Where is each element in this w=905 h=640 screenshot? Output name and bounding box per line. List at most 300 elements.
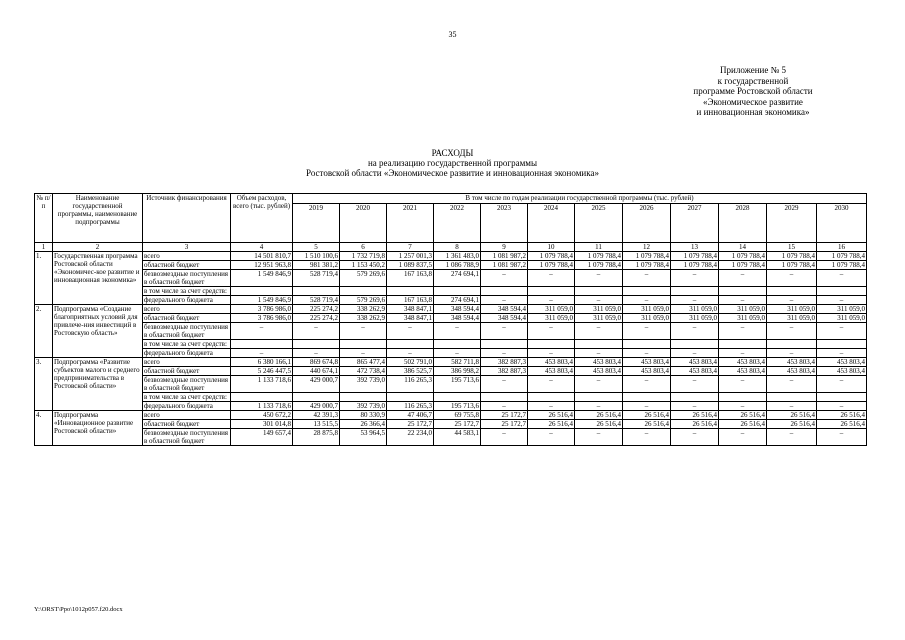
table-cell: 1 079 788,4 [719,261,767,270]
appendix-line: программе Ростовской области [693,86,813,96]
table-cell: 453 803,4 [767,367,817,376]
appendix-note [653,65,853,118]
column-number: 10 [528,243,575,252]
column-number: 12 [623,243,671,252]
table-cell: 382 887,3 [481,358,528,367]
table-cell: – [434,323,481,340]
program-number [35,367,53,376]
table-cell: 1 086 788,9 [434,261,481,270]
program-name-text: Подпрограмма «Инновационное развитие Ростовской области» [54,411,134,435]
title-line: РАСХОДЫ [431,148,474,158]
funding-source: всего [143,305,231,314]
funding-source: безвозмездные поступления в областной бюджет [143,323,231,340]
table-cell: 429 000,7 [293,402,340,411]
table-cell: 453 803,4 [623,367,671,376]
table-cell: 26 516,4 [817,411,867,420]
column-number: 2 [53,243,143,252]
program-name [53,393,143,402]
program-number [35,376,53,393]
table-cell: 26 516,4 [623,411,671,420]
table-cell: – [817,296,867,305]
header-name: Наименование государственной программы, наименование подпрограммы [53,194,143,243]
table-cell: – [623,323,671,340]
table-cell: 348 594,4 [481,314,528,323]
table-cell: 1 510 100,6 [293,252,340,261]
header-year: 2021 [387,204,434,243]
header-source: Источник финансирования [143,194,231,243]
table-cell: – [575,376,623,393]
header-total: Объем расходов, всего (тыс. рублей) [231,194,293,243]
table-cell: 981 381,2 [293,261,340,270]
table-cell: 453 803,4 [528,367,575,376]
table-row [35,305,867,314]
table-cell: 25 172,7 [387,420,434,429]
table-row [35,393,867,402]
table-cell: 47 406,7 [387,411,434,420]
table-row [35,376,867,393]
table-cell: 453 803,4 [575,358,623,367]
table-cell: – [767,429,817,446]
table-cell: 311 059,0 [575,314,623,323]
table-cell: – [528,296,575,305]
table-cell [434,287,481,296]
table-cell [719,340,767,349]
title-line: на реализацию государственной программы [367,158,538,168]
table-cell: 311 059,0 [575,305,623,314]
table-cell: 311 059,0 [767,314,817,323]
table-cell [340,287,387,296]
table-cell: 348 594,4 [434,305,481,314]
table-cell: – [528,349,575,358]
table-cell: – [623,296,671,305]
table-cell: 25 172,7 [434,420,481,429]
table-cell: 453 803,4 [817,367,867,376]
program-number: 2. [35,305,53,314]
table-cell: – [481,376,528,393]
table-cell: 26 516,4 [575,411,623,420]
header-number: № п/п [35,194,53,243]
table-cell: 53 964,5 [340,429,387,446]
table-cell: 225 274,2 [293,314,340,323]
appendix-line: и инновационная экономика» [696,107,810,117]
table-cell: 311 059,0 [528,314,575,323]
program-name-text: Подпрограмма «Развитие субъектов малого и среднего предпринимательства в Ростовской области» [54,358,140,390]
table-cell: – [528,402,575,411]
table-cell: 22 234,0 [387,429,434,446]
table-cell: – [719,429,767,446]
table-cell [481,393,528,402]
program-number [35,402,53,411]
funding-source: в том числе за счет средств: [143,393,231,402]
funding-source: всего [143,411,231,420]
table-cell [719,393,767,402]
funding-source: безвозмездные поступления в областной бюджет [143,376,231,393]
page-number: 35 [448,30,457,39]
table-row [35,420,867,429]
table-row [35,287,867,296]
table-cell: – [575,402,623,411]
program-name-text: Государственная программа Ростовской области «Экономичес-кое развитие и инновационная экономика» [54,252,140,284]
table-cell: 25 172,7 [481,420,528,429]
table-cell [817,340,867,349]
funding-source: областной бюджет [143,420,231,429]
table-cell: 348 847,1 [387,305,434,314]
table-cell: 26 516,4 [528,420,575,429]
table-row [35,323,867,340]
table-cell: – [817,376,867,393]
table-cell: 1 079 788,4 [671,252,719,261]
table-row [35,314,867,323]
table-row [35,402,867,411]
table-cell: – [293,323,340,340]
table-cell: – [767,270,817,287]
table-cell: 1 549 846,9 [231,270,293,287]
program-name [53,287,143,296]
table-cell: 26 516,4 [719,411,767,420]
table-row [35,261,867,270]
header-year: 2028 [719,204,767,243]
table-cell: 167 163,8 [387,296,434,305]
table-cell [623,340,671,349]
table-row [35,349,867,358]
table-cell: 311 059,0 [623,314,671,323]
table-cell [623,393,671,402]
program-number: 1. [35,252,53,261]
table-cell: 149 657,4 [231,429,293,446]
table-cell: 311 059,0 [817,305,867,314]
table-cell: 311 059,0 [719,305,767,314]
program-number [35,314,53,323]
table-cell [719,287,767,296]
table-cell [434,340,481,349]
table-cell [481,340,528,349]
program-number [35,296,53,305]
table-cell: 167 163,8 [387,270,434,287]
column-number-row [35,243,867,252]
table-cell: 1 089 837,5 [387,261,434,270]
appendix-line: «Экономическое развитие [703,96,803,107]
table-cell: 116 265,3 [387,376,434,393]
table-cell: – [623,402,671,411]
table-cell: – [671,323,719,340]
table-cell: 429 000,7 [293,376,340,393]
table-cell: 1 079 788,4 [817,252,867,261]
table-cell: 311 059,0 [719,314,767,323]
table-cell: – [575,296,623,305]
table-cell: – [817,323,867,340]
table-cell: 865 477,4 [340,358,387,367]
table-cell [817,287,867,296]
column-number: 4 [231,243,293,252]
table-cell: 311 059,0 [623,305,671,314]
table-cell: 582 711,8 [434,358,481,367]
table-cell: 5 246 447,5 [231,367,293,376]
table-cell [623,287,671,296]
table-cell: – [481,349,528,358]
header-year: 2027 [671,204,719,243]
program-number [35,393,53,402]
funding-source: областной бюджет [143,367,231,376]
table-row [35,270,867,287]
appendix-line: к государственной [717,75,789,86]
table-cell: 392 739,0 [340,376,387,393]
table-cell: 348 847,1 [387,314,434,323]
table-cell: 1 257 001,3 [387,252,434,261]
column-number: 7 [387,243,434,252]
table-cell [767,393,817,402]
table-cell: 1 361 483,0 [434,252,481,261]
table-cell [528,340,575,349]
table-row [35,411,867,420]
funding-source: федерального бюджета [143,402,231,411]
table-cell: 195 713,6 [434,402,481,411]
table-cell: – [719,376,767,393]
program-name [53,411,143,435]
table-cell: – [481,402,528,411]
table-cell: 116 265,3 [387,402,434,411]
table-cell: – [434,349,481,358]
table-cell: – [481,323,528,340]
table-cell: 579 269,6 [340,296,387,305]
table-cell [528,393,575,402]
table-cell: – [623,376,671,393]
table-cell: 528 719,4 [293,296,340,305]
program-name [53,349,143,358]
table-cell [231,287,293,296]
funding-source: безвозмездные поступления в областной бюджет [143,270,231,287]
table-cell [293,393,340,402]
table-cell: – [671,402,719,411]
table-cell: – [767,323,817,340]
table-cell [528,287,575,296]
table-cell: – [575,323,623,340]
table-cell: – [481,296,528,305]
table-cell: 1 079 788,4 [817,261,867,270]
program-number [35,270,53,287]
table-cell: – [671,429,719,446]
table-cell: – [767,349,817,358]
table-cell [387,340,434,349]
column-number: 6 [340,243,387,252]
table-cell: 69 755,8 [434,411,481,420]
table-cell: 26 516,4 [575,420,623,429]
header-year: 2023 [481,204,528,243]
table-cell: 1 081 987,2 [481,252,528,261]
table-cell: 472 738,4 [340,367,387,376]
table-cell [231,393,293,402]
column-number: 5 [293,243,340,252]
table-cell [767,340,817,349]
header-year: 2019 [293,204,340,243]
table-cell: 392 739,0 [340,402,387,411]
title-line: Ростовской области «Экономическое развитие и инновационная экономика» [306,168,599,178]
table-cell [340,340,387,349]
header-year: 2022 [434,204,481,243]
header-year: 2025 [575,204,623,243]
table-cell: – [528,429,575,446]
table-row [35,340,867,349]
table-cell: 528 719,4 [293,270,340,287]
table-cell: – [817,402,867,411]
table-cell: 1 732 719,8 [340,252,387,261]
table-cell: 1 081 987,2 [481,261,528,270]
program-name [53,402,143,411]
table-cell [671,340,719,349]
table-cell: – [719,323,767,340]
table-cell: – [671,296,719,305]
table-cell: 311 059,0 [528,305,575,314]
table-cell: – [575,349,623,358]
table-cell: 1 079 788,4 [575,261,623,270]
table-cell: 1 133 718,6 [231,402,293,411]
table-cell: 453 803,4 [719,358,767,367]
table-cell: 453 803,4 [817,358,867,367]
column-number: 15 [767,243,817,252]
funding-source: всего [143,252,231,261]
table-cell: 274 694,1 [434,270,481,287]
table-cell: – [719,270,767,287]
table-cell: 1 079 788,4 [767,252,817,261]
program-number [35,349,53,358]
table-cell: – [817,429,867,446]
table-cell: – [293,349,340,358]
header-year: 2030 [817,204,867,243]
table-cell: 1 079 788,4 [575,252,623,261]
table-cell: – [623,270,671,287]
table-cell: – [671,270,719,287]
table-cell: 25 172,7 [481,411,528,420]
column-number: 8 [434,243,481,252]
table-cell: 80 330,9 [340,411,387,420]
program-number [35,429,53,446]
funding-source: безвозмездные поступления в областной бюджет [143,429,231,446]
table-cell: 1 079 788,4 [528,252,575,261]
table-cell: 26 516,4 [671,420,719,429]
table-cell: 311 059,0 [817,314,867,323]
header-year: 2029 [767,204,817,243]
table-cell: 453 803,4 [671,358,719,367]
table-cell: – [481,429,528,446]
table-cell: – [719,402,767,411]
table-cell: – [528,323,575,340]
table-cell: – [719,349,767,358]
column-number: 13 [671,243,719,252]
table-cell: – [719,296,767,305]
header-row [35,194,867,204]
table-cell: 348 594,4 [434,314,481,323]
table-cell: 502 791,0 [387,358,434,367]
program-number: 3. [35,358,53,367]
table-cell: – [767,402,817,411]
program-name [53,296,143,305]
table-cell: 338 262,9 [340,305,387,314]
program-name [53,252,143,284]
program-number [35,261,53,270]
table-cell: 1 549 846,9 [231,296,293,305]
table-cell [817,393,867,402]
table-cell: 26 366,4 [340,420,387,429]
table-cell: 274 694,1 [434,296,481,305]
table-cell: 1 079 788,4 [528,261,575,270]
table-cell: – [671,349,719,358]
program-name [53,305,143,337]
table-cell [671,287,719,296]
table-cell: 3 786 986,0 [231,305,293,314]
table-cell: 386 525,7 [387,367,434,376]
table-cell: 311 059,0 [671,314,719,323]
table-cell: – [767,296,817,305]
table-cell: – [817,349,867,358]
table-row [35,358,867,367]
table-cell: 225 274,2 [293,305,340,314]
table-cell [293,340,340,349]
column-number: 3 [143,243,231,252]
column-number: 16 [817,243,867,252]
table-cell: 3 786 986,0 [231,314,293,323]
table-cell: 44 583,1 [434,429,481,446]
table-cell [575,340,623,349]
table-cell: 1 079 788,4 [719,252,767,261]
table-cell: 13 515,5 [293,420,340,429]
table-cell: 26 516,4 [719,420,767,429]
table-cell: – [528,376,575,393]
table-cell [340,393,387,402]
table-cell: – [481,270,528,287]
table-cell [671,393,719,402]
table-cell: 26 516,4 [528,411,575,420]
table-cell: – [623,349,671,358]
table-cell [387,393,434,402]
funding-source: в том числе за счет средств: [143,287,231,296]
header-years-caption: В том числе по годам реализации государственной программы (тыс. рублей) [293,194,867,204]
funding-source: федерального бюджета [143,296,231,305]
table-cell: – [231,349,293,358]
table-cell [575,393,623,402]
program-number [35,323,53,340]
table-cell: 453 803,4 [575,367,623,376]
table-cell: 382 887,3 [481,367,528,376]
program-number [35,420,53,429]
table-cell: – [671,376,719,393]
table-cell: 1 133 718,6 [231,376,293,393]
expenses-table-wrap [34,193,866,446]
table-cell: 195 713,6 [434,376,481,393]
table-cell: 26 516,4 [817,420,867,429]
table-cell: 26 516,4 [671,411,719,420]
table-cell: 453 803,4 [671,367,719,376]
table-cell: 26 516,4 [767,420,817,429]
table-cell: – [387,323,434,340]
table-row [35,296,867,305]
table-cell [481,287,528,296]
appendix-line: Приложение № 5 [720,65,786,75]
table-cell: 440 674,1 [293,367,340,376]
expenses-table [34,193,867,446]
table-cell: 26 516,4 [623,420,671,429]
program-name-text: Подпрограмма «Создание благоприятных условий для привлече-ния инвестиций в Ростовскую область» [54,305,138,337]
table-cell: – [575,270,623,287]
table-cell [231,340,293,349]
table-cell: 1 079 788,4 [671,261,719,270]
document-title [0,148,905,178]
table-cell: 450 672,2 [231,411,293,420]
table-cell: 311 059,0 [767,305,817,314]
table-cell: 869 674,8 [293,358,340,367]
table-cell: 301 014,8 [231,420,293,429]
table-cell: – [575,429,623,446]
column-number: 1 [35,243,53,252]
table-cell: 311 059,0 [671,305,719,314]
